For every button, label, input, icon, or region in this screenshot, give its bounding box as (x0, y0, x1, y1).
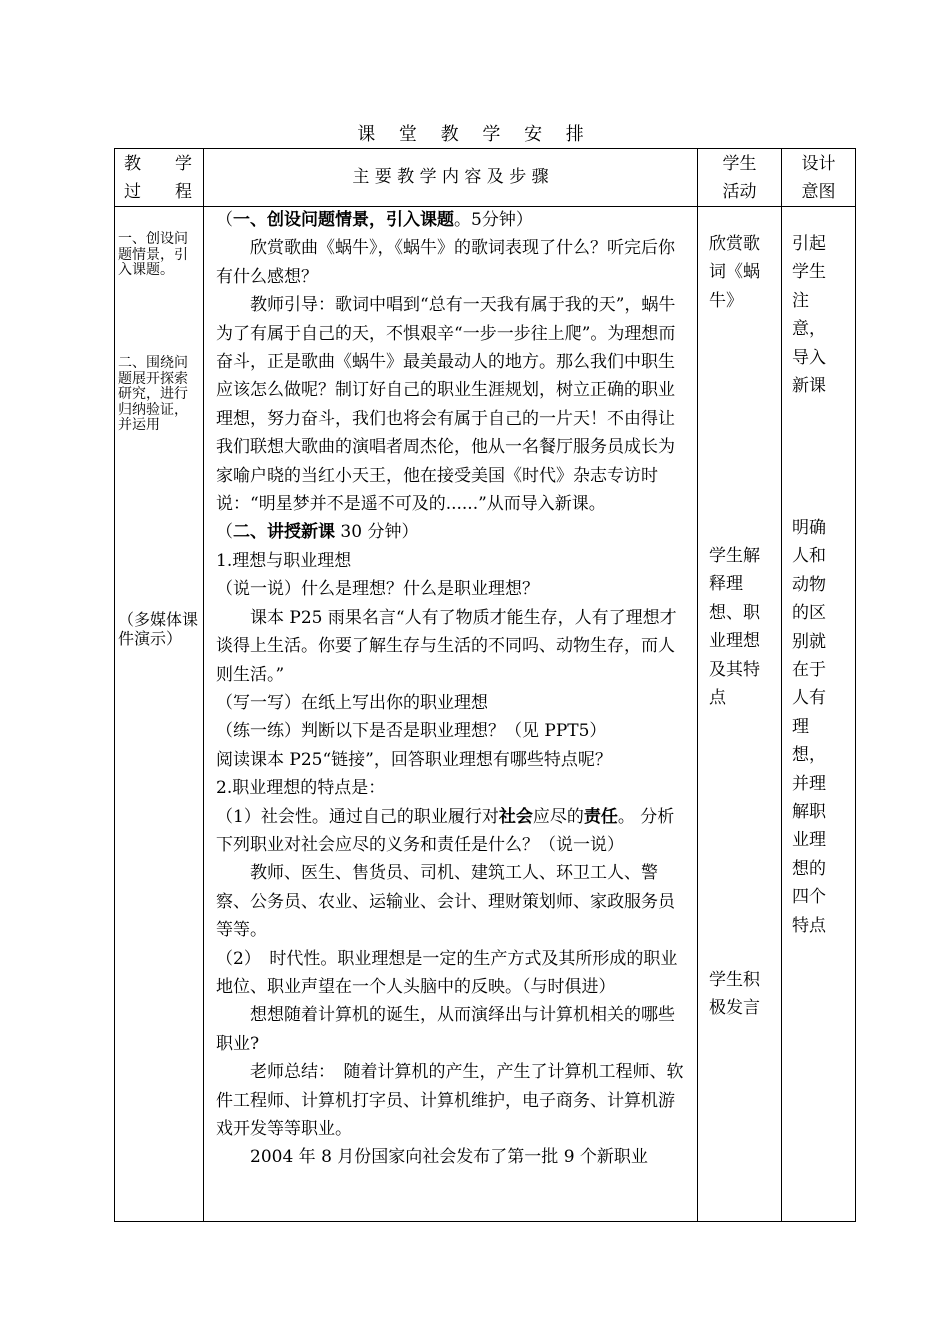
section2-heading (216, 518, 690, 546)
header-design (782, 150, 855, 206)
header-process-line1: 教 学 (124, 154, 192, 174)
design-2: 明确人和动物的区别就在于人有理想，并理解职业理想的四个特点 (792, 518, 826, 936)
activity-2: 学生解释理想、职业理想及其特点 (709, 546, 760, 709)
social-bold-responsibility: 责任 (583, 806, 618, 827)
social-text-e: 。 分析下列职业对社会应尽的义务和责任是什么？（说一说） (216, 806, 675, 855)
process-step1: 一、创设问题情景，引入课题。 (118, 231, 188, 278)
table-border-bottom (114, 1221, 856, 1222)
line-write: （写一写）在纸上写出你的职业理想 (216, 692, 488, 713)
design-1: 引起学生注意，导入新课 (792, 234, 826, 397)
header-activity-line2: 活动 (722, 182, 757, 202)
header-process (124, 150, 196, 206)
header-activity (698, 150, 781, 206)
table-col-divider-1 (203, 148, 204, 1222)
header-design-line2: 意图 (801, 182, 836, 202)
page-title: 课 堂 教 学 安 排 (357, 124, 593, 145)
table-col-divider-2 (697, 148, 698, 1222)
section2-time: 30 分钟） (335, 522, 419, 543)
header-activity-line1: 学生 (722, 154, 757, 174)
social-text-c: 应尽的 (532, 806, 584, 827)
line-practice: （练一练）判断以下是否是职业理想？（见 PPT5） (216, 721, 607, 742)
header-content: 主 要 教 学 内 容 及 步 骤 (352, 167, 549, 187)
social-bold-society: 社会 (498, 806, 533, 827)
paragraph-era: （2） 时代性。职业理想是一定的生产方式及其所形成的职业地位、职业声望在一个人头脑中的反映。（与时俱进） (216, 948, 678, 997)
activity-1: 欣赏歌词《蜗牛》 (709, 234, 760, 311)
subheading-features: 2.职业理想的特点是： (216, 778, 386, 799)
header-design-line1: 设计 (801, 154, 836, 174)
section1-title: 一、创设问题情景，引入课题 (233, 210, 454, 230)
section1-time: 。5分钟） (454, 210, 533, 230)
paragraph-computer-question: 想想随着计算机的诞生，从而演绎出与计算机相关的哪些职业? (216, 1005, 675, 1054)
paragraph-social (216, 803, 690, 860)
paragraph-song: 欣赏歌曲《蜗牛》，《蜗牛》的歌词表现了什么？听完后你有什么感想？ (216, 238, 675, 287)
activity-3: 学生积极发言 (709, 970, 760, 1019)
paragraph-new-jobs: 2004 年 8 月份国家向社会发布了第一批 9 个新职业 (250, 1147, 648, 1168)
paragraph-occupations: 教师、医生、售货员、司机、建筑工人、环卫工人、警察、公务员、农业、运输业、会计、理财策划师、家政服务员等等。 (216, 863, 675, 941)
line-read: 阅读课本 P25“链接”，回答职业理想有哪些特点呢？ (216, 749, 612, 770)
section1-heading (216, 206, 690, 234)
section2-open: （ (216, 522, 233, 543)
header-process-line2: 过 程 (124, 182, 192, 202)
paragraph-teacher-guide: 教师引导：歌词中唱到“总有一天我有属于我的天”，蜗牛为了有属于自己的天，不惧艰辛“一步一步往上爬”。为理想而奋斗，正是歌曲《蜗牛》最美最动人的地方。那么我们中职生应该怎么做呢？制订好自己的职业生涯规划，树立正确的职业理想，努力奋斗，我们也将会有属于自己的一片天！不由得让我们联想大歌曲的演唱者周杰伦，他从一名餐厅服务员成长为家喻户晓的当红小天王，他在接受美国《时代》杂志专访时说：“明星梦并不是遥不可及的......”从而导入新课。 (216, 295, 676, 515)
section2-title: 二、讲授新课 (233, 522, 335, 543)
process-step2: 二、围绕问题展开探索研究，进行归纳验证，并运用 (118, 355, 188, 433)
process-step3: （多媒体课件演示） (118, 610, 199, 648)
paragraph-teacher-summary: 老师总结： 随着计算机的产生，产生了计算机工程师、软件工程师、计算机打字员、计算机维护，电子商务、计算机游戏开发等等职业。 (216, 1062, 684, 1139)
table-border-left (114, 148, 115, 1222)
line-say: （说一说）什么是理想？什么是职业理想？ (216, 579, 539, 600)
table-border-right (855, 148, 856, 1222)
social-text-a: （1）社会性。通过自己的职业履行对 (216, 806, 499, 827)
table-col-divider-3 (781, 148, 782, 1222)
main-content (216, 206, 690, 1172)
paragraph-hugo-quote: 课本 P25 雨果名言“人有了物质才能生存，人有了理想才谈得上生活。你要了解生存与生活的不同吗、动物生存，而人则生活。” (216, 607, 677, 685)
subheading-ideal: 1.理想与职业理想 (216, 550, 352, 571)
table-border-top (114, 148, 856, 149)
section1-open: （ (216, 210, 233, 230)
